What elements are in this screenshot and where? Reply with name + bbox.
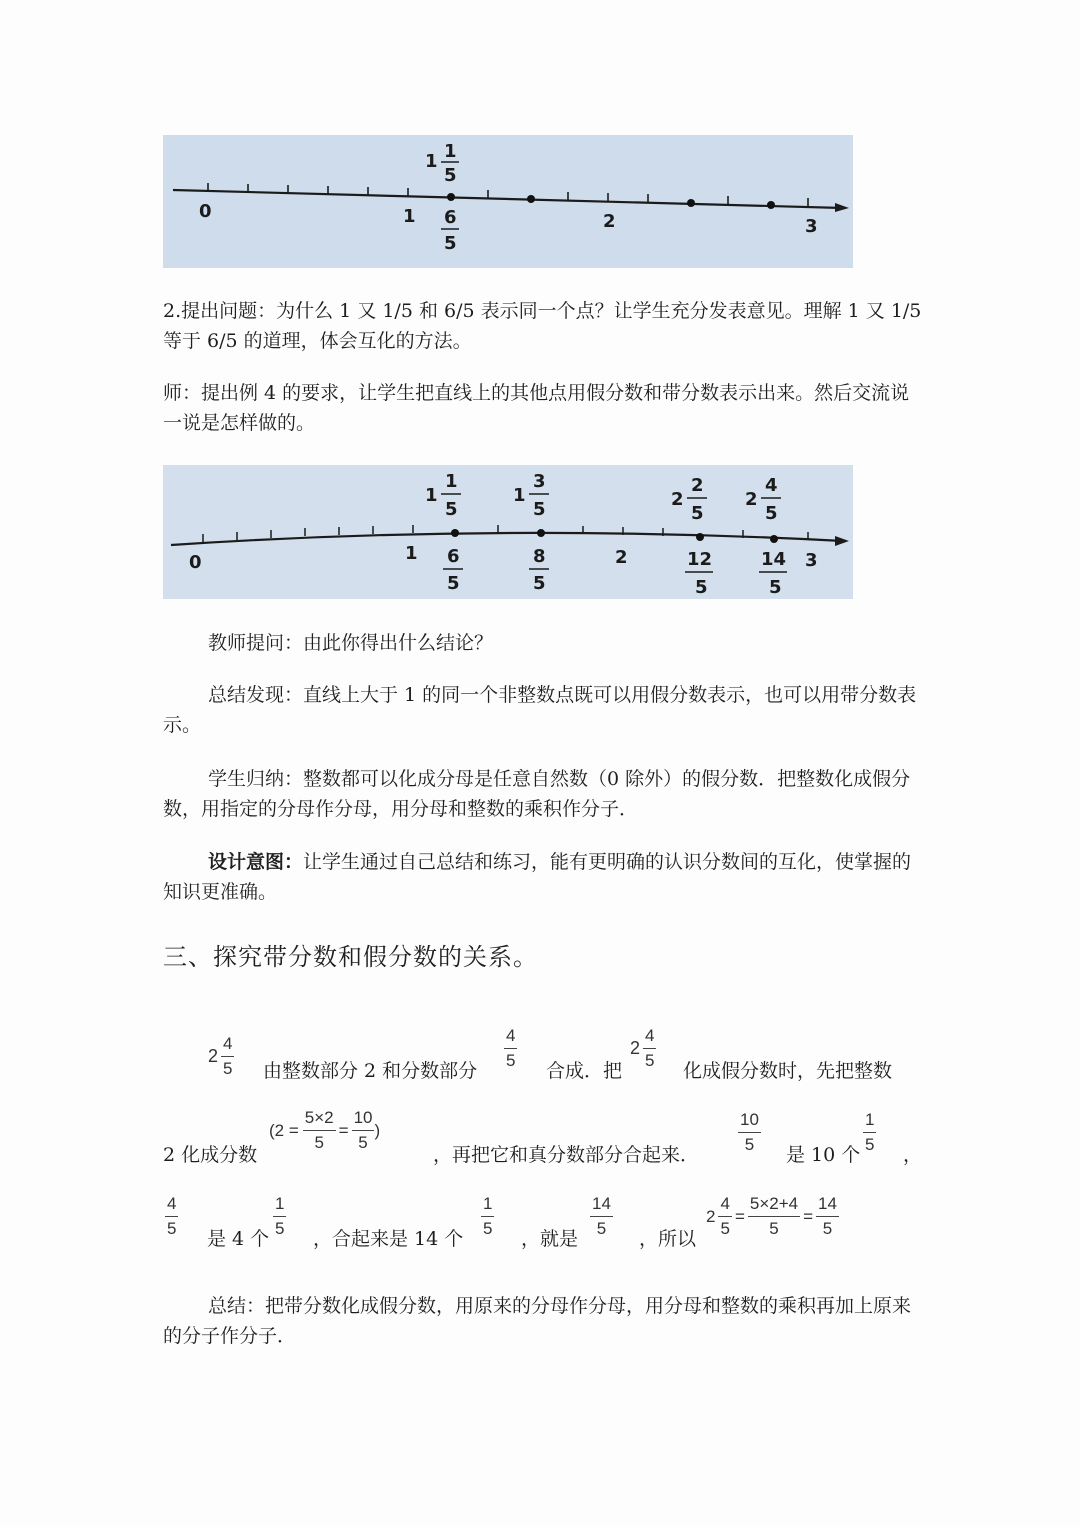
mixed-whole: 2 — [745, 489, 758, 510]
number-line-figure-2 — [163, 465, 853, 599]
improper-den: 5 — [447, 573, 460, 594]
tick-label-2: 2 — [615, 547, 628, 568]
math-text: ，所以 — [639, 1228, 697, 1250]
improper-den: 5 — [695, 577, 708, 598]
fraction-1-5: 1 5 — [865, 1110, 875, 1154]
tick-label-3: 3 — [805, 550, 818, 571]
number-line-1-ticks — [208, 183, 808, 206]
math-text: 合成．把 — [546, 1060, 623, 1082]
improper-num: 12 — [687, 549, 713, 570]
point-6-5 — [447, 193, 455, 201]
equation-mixed-to-improper: 2 $\frac{4}{5}$ = $\frac{5\times 2+4}{5}$ = $\frac{14}{5}$ — [706, 1194, 837, 1238]
point-12-5 — [687, 199, 695, 207]
design-intent-label: 设计意图： — [208, 851, 304, 873]
improper-num: 8 — [533, 546, 546, 567]
mixed-num: 3 — [533, 471, 546, 492]
mixed-den: 5 — [445, 499, 458, 520]
math-text: ， — [903, 1144, 923, 1166]
fraction-14-5: 14 5 — [592, 1194, 611, 1238]
math-text: 是 10 个 — [786, 1144, 861, 1166]
number-line-1-svg — [163, 135, 853, 268]
mixed-num: 4 — [765, 475, 778, 496]
mixed-whole: 2 — [671, 489, 684, 510]
paragraph-design-intent — [163, 847, 923, 907]
improper-den: 5 — [444, 233, 457, 254]
paragraph-summary-discovery: 总结发现：直线上大于 1 的同一个非整数点既可以用假分数表示，也可以用带分数表示。 — [163, 684, 917, 736]
paragraph-question: 2.提出问题：为什么 1 又 1/5 和 6/5 表示同一个点？让学生充分发表意见。理解 1 又 1/5 等于 6/5 的道理，体会互化的方法。 — [163, 300, 922, 352]
design-intent-text: 让学生通过自己总结和练习，能有更明确的认识分数间的互化，使掌握的知识更准确。 — [163, 851, 912, 903]
mixed-2-4-5: 2 4 5 — [630, 1026, 655, 1070]
paragraph-final-summary: 总结：把带分数化成假分数，用原来的分母作分母，用分母和整数的乘积再加上原来的分子作分子． — [163, 1295, 912, 1347]
mixed-whole: 1 — [425, 151, 438, 172]
point-6-5 — [451, 529, 459, 537]
math-text: 是 4 个 — [207, 1228, 270, 1250]
mixed-den: 5 — [691, 503, 704, 524]
fraction-10-5: 10 5 — [740, 1110, 759, 1154]
point-8-5 — [527, 195, 535, 203]
tick-label-1: 1 — [405, 543, 418, 564]
section-heading: 三、探究带分数和假分数的关系。 — [163, 943, 538, 971]
math-text: 由整数部分 2 和分数部分 — [263, 1060, 478, 1082]
fraction-1-5: 1 5 — [275, 1194, 285, 1238]
improper-num: 6 — [447, 546, 460, 567]
paragraph-teacher-ask: 教师提问：由此你得出什么结论？ — [208, 632, 494, 654]
tick-label-2: 2 — [603, 211, 616, 232]
tick-label-0: 0 — [189, 552, 202, 573]
numerator: 4 — [221, 1034, 234, 1057]
point-14-5 — [767, 201, 775, 209]
fraction-4-5: 4 5 — [506, 1026, 516, 1070]
mixed-den: 5 — [533, 499, 546, 520]
math-text: ，就是 — [521, 1228, 579, 1250]
point-12-5 — [696, 533, 704, 541]
mixed-den: 5 — [444, 165, 457, 186]
paragraph-student-summary: 学生归纳：整数都可以化成分母是任意自然数（0 除外）的假分数．把整数化成假分数，用指定的分母作分母，用分母和整数的乘积作分子． — [163, 768, 911, 820]
math-line-3 — [163, 1192, 923, 1262]
point-14-5 — [770, 535, 778, 543]
math-text: 化成假分数时，先把整数 — [683, 1060, 893, 1082]
math-text: 2 化成分数 — [163, 1144, 258, 1166]
number-line-figure-1 — [163, 135, 853, 268]
improper-den: 5 — [533, 573, 546, 594]
tick-label-3: 3 — [805, 216, 818, 237]
point-8-5 — [537, 529, 545, 537]
mixed-den: 5 — [765, 503, 778, 524]
number-line-2-svg — [163, 465, 853, 599]
math-line-1 — [163, 1024, 923, 1094]
improper-den: 5 — [769, 577, 782, 598]
equation-2-as-fraction: (2 = $\frac{5\times 2}{5}$ = $\frac{10}{5}$ ) — [269, 1108, 381, 1152]
mixed-2-4-5 — [208, 1034, 234, 1079]
tick-label-0: 0 — [199, 201, 212, 222]
whole: 2 — [208, 1046, 219, 1066]
fraction-1-5: 1 5 — [483, 1194, 493, 1238]
math-text: ，合起来是 14 个 — [313, 1228, 464, 1250]
mixed-whole: 1 — [513, 485, 526, 506]
mixed-num: 2 — [691, 475, 704, 496]
denominator: 5 — [223, 1059, 233, 1078]
improper-num: 14 — [761, 549, 787, 570]
math-text: ，再把它和真分数部分合起来． — [433, 1144, 700, 1166]
improper-num: 6 — [444, 207, 457, 228]
math-line-2 — [163, 1108, 923, 1178]
fraction-4-5: 4 5 — [167, 1194, 177, 1238]
mixed-num: 1 — [445, 471, 458, 492]
tick-label-1: 1 — [403, 206, 416, 227]
mixed-whole: 1 — [425, 485, 438, 506]
mixed-num: 1 — [444, 141, 457, 162]
paragraph-teacher: 师：提出例 4 的要求，让学生把直线上的其他点用假分数和带分数表示出来。然后交流说一说是怎样做的。 — [163, 382, 910, 434]
